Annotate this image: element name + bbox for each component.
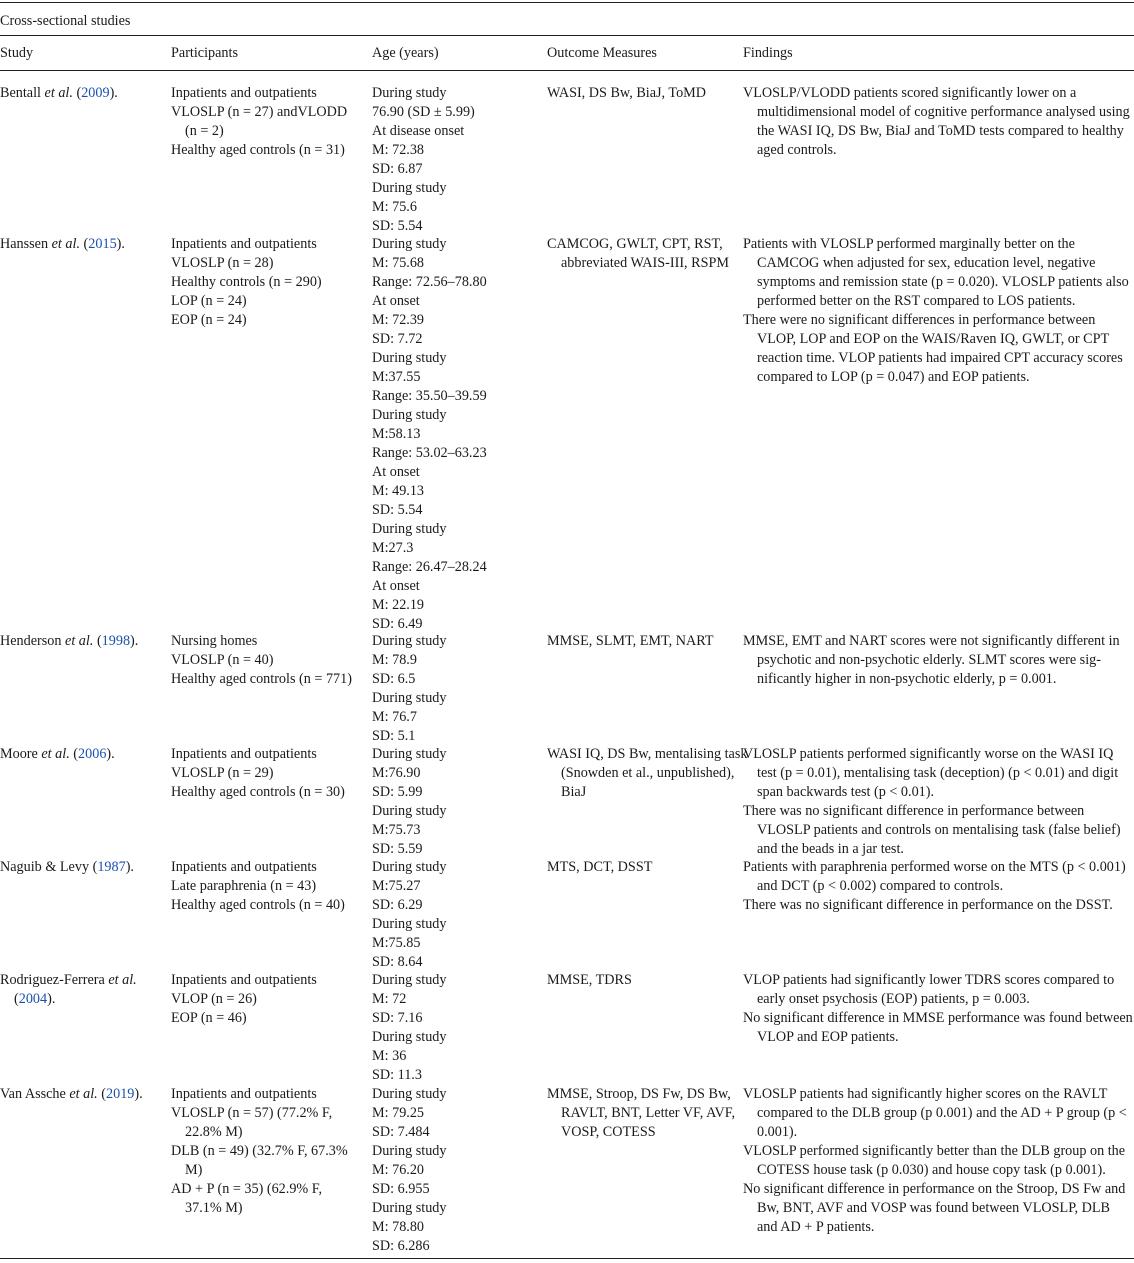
participant-line: Healthy aged controls (n = 771) <box>171 671 352 687</box>
findings-cell <box>743 235 1134 387</box>
findings-cell <box>743 745 1134 859</box>
age-line: During study <box>372 180 447 196</box>
age-line: SD: 6.87 <box>372 161 423 177</box>
study-year-link[interactable]: 1998 <box>101 633 131 649</box>
age-line: M: 76.7 <box>372 709 417 725</box>
header-study: Study <box>0 45 34 61</box>
outcomes-cell: MMSE, Stroop, DS Fw, DS Bw, RAVLT, BNT, Letter VF, AVF, VOSP, COTESS <box>547 1086 736 1140</box>
participant-line: VLOSLP (n = 57) (77.2% F, 22.8% M) <box>171 1105 333 1140</box>
participants-cell <box>171 632 361 689</box>
participants-cell <box>171 84 361 160</box>
age-line: M:37.55 <box>372 369 421 385</box>
participant-line: VLOSLP (n = 40) <box>171 652 274 668</box>
age-line: During study <box>372 350 447 366</box>
age-line: During study <box>372 690 447 706</box>
age-line: At onset <box>372 293 420 309</box>
study-close: ). <box>116 236 125 252</box>
finding-paragraph: No significant difference in performance on the Stroop, DS Fw and Bw, BNT, AVF and VOSP was found between VLOSLP, DLB and AD + P patients. <box>743 1181 1126 1235</box>
study-author: Bentall <box>0 85 41 101</box>
outcomes-cell: MMSE, TDRS <box>547 972 632 988</box>
age-line: SD: 5.99 <box>372 784 423 800</box>
finding-paragraph: There was no significant difference in performance on the DSST. <box>743 897 1113 913</box>
finding-paragraph: There were no significant differences in performance between VLOP, LOP and EOP on the WAIS/Raven IQ, GWLT, or CPT reaction time. VLOP patients had impaired CPT accuracy scores compared to LOP (p = 0.047) and EOP patients. <box>743 312 1123 385</box>
age-line: M: 72.38 <box>372 142 425 158</box>
study-etal: et al. <box>69 1086 98 1102</box>
study-cell <box>0 745 174 764</box>
age-cell <box>372 632 537 746</box>
header-rule <box>0 70 1134 71</box>
age-line: At disease onset <box>372 123 465 139</box>
study-open: ( <box>97 1086 107 1102</box>
participant-line: Healthy aged controls (n = 31) <box>171 142 345 158</box>
age-line: During study <box>372 633 447 649</box>
age-line: M: 75.6 <box>372 199 417 215</box>
age-line: During study <box>372 1086 447 1102</box>
age-cell <box>372 858 537 972</box>
findings-cell <box>743 84 1134 160</box>
finding-paragraph: Patients with VLOSLP performed marginally better on the CAMCOG when adjusted for sex, education level, negative symptoms and remission state (p = 0.020). VLOSLP patients also performed better on the RST compared to LOS patients. <box>743 236 1129 309</box>
caption-rule <box>0 35 1134 36</box>
age-line: SD: 7.72 <box>372 331 423 347</box>
age-line: During study <box>372 1029 447 1045</box>
participant-line: VLOP (n = 26) <box>171 991 257 1007</box>
study-close: ). <box>106 746 115 762</box>
participant-line: AD + P (n = 35) (62.9% F, 37.1% M) <box>171 1181 323 1216</box>
header-outcomes: Outcome Measures <box>547 45 657 61</box>
findings-cell <box>743 858 1134 915</box>
finding-paragraph: MMSE, EMT and NART scores were not significantly different in psychotic and non-psychotic elderly. SLMT scores were sig-nificantly higher in non-psychotic elderly, p = 0.001. <box>743 633 1120 687</box>
age-line: M: 72 <box>372 991 407 1007</box>
participant-line: EOP (n = 24) <box>171 312 247 328</box>
participants-cell <box>171 1085 361 1218</box>
outcomes-cell: MTS, DCT, DSST <box>547 859 653 875</box>
study-open: ( <box>14 991 19 1007</box>
participants-cell <box>171 858 361 915</box>
age-line: M: 79.25 <box>372 1105 425 1121</box>
age-line: During study <box>372 236 447 252</box>
age-line: M:58.13 <box>372 426 421 442</box>
finding-paragraph: No significant difference in MMSE performance was found between VLOP and EOP patients. <box>743 1010 1133 1045</box>
participant-line: DLB (n = 49) (32.7% F, 67.3% M) <box>171 1143 348 1178</box>
finding-paragraph: There was no significant difference in performance between VLOSLP patients and controls on mentalising task (false belief) and the beads in a jar test. <box>743 803 1121 857</box>
study-open: ( <box>69 746 79 762</box>
age-line: M: 22.19 <box>372 597 425 613</box>
participant-line: Inpatients and outpatients <box>171 85 317 101</box>
age-line: SD: 7.484 <box>372 1124 430 1140</box>
study-cell <box>0 84 174 103</box>
age-line: SD: 7.16 <box>372 1010 423 1026</box>
age-line: During study <box>372 407 447 423</box>
participant-line: Inpatients and outpatients <box>171 236 317 252</box>
study-cell <box>0 971 174 1009</box>
age-line: During study <box>372 1143 447 1159</box>
participant-line: Inpatients and outpatients <box>171 1086 317 1102</box>
study-etal: et al. <box>65 633 94 649</box>
finding-paragraph: VLOP patients had significantly lower TDRS scores compared to early onset psychosis (EOP) patients, p = 0.003. <box>743 972 1115 1007</box>
outcomes-cell: MMSE, SLMT, EMT, NART <box>547 633 714 649</box>
participants-cell <box>171 971 361 1028</box>
finding-paragraph: Patients with paraphrenia performed worse on the MTS (p < 0.001) and DCT (p < 0.002) compared to controls. <box>743 859 1126 894</box>
study-author: Van Assche <box>0 1086 66 1102</box>
study-etal: et al. <box>41 746 70 762</box>
age-line: M:75.85 <box>372 935 421 951</box>
age-cell <box>372 971 537 1085</box>
study-close: ). <box>134 1086 143 1102</box>
age-line: During study <box>372 859 447 875</box>
age-line: M: 75.68 <box>372 255 425 271</box>
header-participants: Participants <box>171 45 238 61</box>
age-line: Range: 72.56–78.80 <box>372 274 487 290</box>
participant-line: Healthy controls (n = 290) <box>171 274 322 290</box>
age-line: 76.90 (SD ± 5.99) <box>372 104 475 120</box>
table-caption: Cross-sectional studies <box>0 13 131 29</box>
age-line: SD: 6.955 <box>372 1181 430 1197</box>
participant-line: VLOSLP (n = 29) <box>171 765 274 781</box>
age-line: During study <box>372 1200 447 1216</box>
study-cell <box>0 858 174 877</box>
participant-line: LOP (n = 24) <box>171 293 247 309</box>
participant-line: EOP (n = 46) <box>171 1010 247 1026</box>
outcomes-cell: WASI IQ, DS Bw, mentalising task (Snowden et al., unpublished), BiaJ <box>547 746 748 800</box>
findings-cell <box>743 632 1134 689</box>
top-rule <box>0 2 1134 3</box>
participant-line: Inpatients and outpatients <box>171 859 317 875</box>
age-line: SD: 6.49 <box>372 616 423 632</box>
age-line: M: 78.80 <box>372 1219 425 1235</box>
age-line: SD: 6.29 <box>372 897 423 913</box>
age-line: During study <box>372 521 447 537</box>
age-line: M: 78.9 <box>372 652 417 668</box>
participant-line: Healthy aged controls (n = 40) <box>171 897 345 913</box>
study-open: ( <box>89 859 98 875</box>
study-close: ). <box>109 85 118 101</box>
age-line: M:27.3 <box>372 540 414 556</box>
study-year-link[interactable]: 2019 <box>106 1086 135 1102</box>
age-line: SD: 8.64 <box>372 954 423 970</box>
finding-paragraph: VLOSLP patients performed significantly worse on the WASI IQ test (p = 0.01), mentalising task (deception) (p < 0.01) and digit span backwards test (p < 0.01). <box>743 746 1119 800</box>
age-line: M: 36 <box>372 1048 407 1064</box>
age-line: SD: 5.1 <box>372 728 416 744</box>
study-open: ( <box>80 236 89 252</box>
study-author: Rodriguez-Ferrera <box>0 972 105 988</box>
study-etal: et al. <box>108 972 137 988</box>
study-close: ). <box>47 991 56 1007</box>
findings-cell <box>743 1085 1134 1237</box>
study-author: Moore <box>0 746 38 762</box>
age-line: M: 49.13 <box>372 483 425 499</box>
participant-line: Inpatients and outpatients <box>171 972 317 988</box>
header-age: Age (years) <box>372 45 439 61</box>
age-line: SD: 11.3 <box>372 1067 422 1083</box>
age-line: SD: 5.54 <box>372 218 423 234</box>
age-line: At onset <box>372 464 420 480</box>
age-line: M:75.27 <box>372 878 421 894</box>
bottom-rule <box>0 1258 1134 1259</box>
study-year-link[interactable]: 2009 <box>81 85 110 101</box>
findings-cell <box>743 971 1134 1047</box>
study-open: ( <box>93 633 102 649</box>
participant-line: Inpatients and outpatients <box>171 746 317 762</box>
age-line: M: 72.39 <box>372 312 425 328</box>
participants-cell <box>171 235 361 330</box>
age-line: Range: 53.02–63.23 <box>372 445 487 461</box>
study-year-link[interactable]: 2015 <box>88 236 117 252</box>
age-line: During study <box>372 972 447 988</box>
age-line: SD: 5.59 <box>372 841 423 857</box>
age-line: SD: 5.54 <box>372 502 423 518</box>
age-line: During study <box>372 803 447 819</box>
age-cell <box>372 84 537 236</box>
study-year-link[interactable]: 1987 <box>97 859 126 875</box>
age-line: Range: 26.47–28.24 <box>372 559 487 575</box>
study-close: ). <box>125 859 134 875</box>
participant-line: Nursing homes <box>171 633 258 649</box>
participant-line: Late paraphrenia (n = 43) <box>171 878 317 894</box>
finding-paragraph: VLOSLP patients had significantly higher scores on the RAVLT compared to the DLB group (p 0.001) and the AD + P group (p < 0.001). <box>743 1086 1127 1140</box>
header-findings: Findings <box>743 45 793 61</box>
outcomes-cell: CAMCOG, GWLT, CPT, RST, abbreviated WAIS-III, RSPM <box>547 236 729 271</box>
study-year-link[interactable]: 2004 <box>18 991 48 1007</box>
age-line: M:76.90 <box>372 765 421 781</box>
participant-line: VLOSLP (n = 28) <box>171 255 274 271</box>
age-line: M:75.73 <box>372 822 421 838</box>
finding-paragraph: VLOSLP/VLODD patients scored significantly lower on a multidimensional model of cognitive performance analysed using the WASI IQ, DS Bw, BiaJ and ToMD tests compared to healthy aged controls. <box>743 85 1130 158</box>
age-line: Range: 35.50–39.59 <box>372 388 487 404</box>
age-cell <box>372 745 537 859</box>
study-cell <box>0 632 174 651</box>
study-cell <box>0 1085 174 1104</box>
participant-line: VLOSLP (n = 27) andVLODD (n = 2) <box>171 104 348 139</box>
age-line: During study <box>372 916 447 932</box>
age-line: SD: 6.5 <box>372 671 416 687</box>
study-etal: et al. <box>44 85 73 101</box>
participant-line: Healthy aged controls (n = 30) <box>171 784 345 800</box>
study-etal: et al. <box>51 236 80 252</box>
participants-cell <box>171 745 361 802</box>
age-line: During study <box>372 746 447 762</box>
age-cell <box>372 1085 537 1256</box>
study-close: ). <box>130 633 139 649</box>
outcomes-cell: WASI, DS Bw, BiaJ, ToMD <box>547 85 707 101</box>
finding-paragraph: VLOSLP performed significantly better than the DLB group on the COTESS house task (p 0.030) and house copy task (p 0.001). <box>743 1143 1126 1178</box>
study-open: ( <box>72 85 82 101</box>
age-line: SD: 6.286 <box>372 1238 430 1254</box>
study-author: Naguib & Levy <box>0 859 90 875</box>
age-line: At onset <box>372 578 420 594</box>
study-cell <box>0 235 174 254</box>
age-cell <box>372 235 537 634</box>
study-author: Hanssen <box>0 236 49 252</box>
age-line: During study <box>372 85 447 101</box>
study-author: Henderson <box>0 633 62 649</box>
study-year-link[interactable]: 2006 <box>78 746 107 762</box>
age-line: M: 76.20 <box>372 1162 425 1178</box>
